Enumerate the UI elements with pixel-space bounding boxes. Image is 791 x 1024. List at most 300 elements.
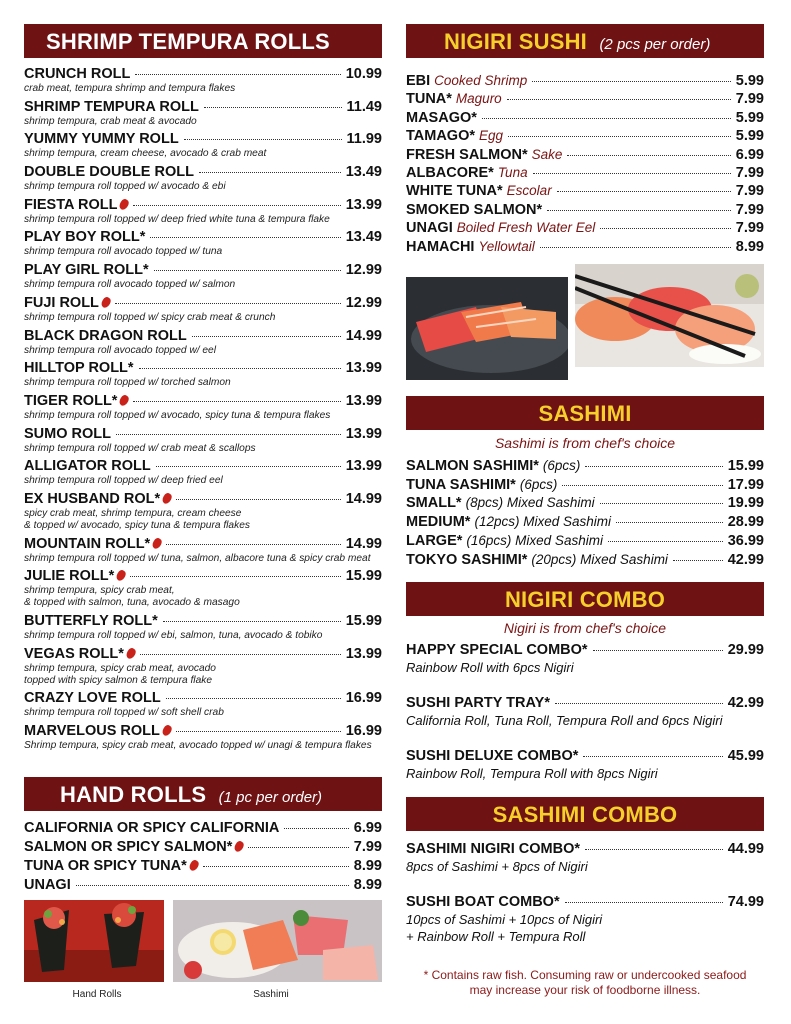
sashimi-title: SASHIMI [538,401,632,426]
sashimi-item [406,494,764,513]
menu-item-row [24,295,382,312]
menu-item-name: TUNA OR SPICY TUNA* [24,858,187,874]
menu-item-price: 14.99 [345,490,382,507]
menu-item-price: 15.99 [345,613,382,629]
menu-item-price: 45.99 [727,748,764,764]
menu-item-price: 13.99 [345,645,382,662]
menu-item-description: shrimp tempura roll topped w/ deep fried eel [24,475,223,487]
menu-item-row [406,694,764,712]
menu-item-price: 14.99 [345,535,382,552]
sashimi-banner [406,396,764,430]
menu-item-subtitle: (16pcs) Mixed Sashimi [466,532,603,548]
menu-item-subtitle: Egg [479,128,504,144]
menu-item-price: 11.99 [346,131,382,148]
menu-item-price: 28.99 [727,514,764,531]
menu-item-subtitle: Maguro [455,91,502,107]
menu-item-name: TUNA SASHIMI* [406,476,516,493]
menu-item-row [24,568,382,585]
nigiri-sushi-list [406,72,764,256]
menu-item-price: 74.99 [727,894,764,910]
dot-leader [184,139,342,140]
nigiri-item [406,109,764,127]
dot-leader [76,885,349,886]
menu-item-name: BLACK DRAGON ROLL [24,327,187,344]
menu-item-price: 7.99 [735,201,764,218]
menu-item-description: & topped with salmon, tuna, avocado & masago [24,597,240,609]
tempura-roll-item [24,536,382,565]
sashimi-item [406,551,764,570]
menu-item-price: 13.49 [345,164,382,181]
menu-item-row [24,838,382,857]
shrimp-tempura-title: SHRIMP TEMPURA ROLLS [46,29,330,54]
menu-item-description: shrimp tempura roll topped w/ avocado, spicy tuna & tempura flakes [24,409,331,421]
menu-item-description: topped with spicy salmon & tempura flake [24,674,212,686]
menu-item-name: LARGE* [406,532,463,549]
nigiri-combo-title: NIGIRI COMBO [504,587,666,612]
menu-item-price: 13.49 [345,229,382,246]
menu-item-price: 13.99 [345,392,382,409]
tempura-roll-item [24,328,382,357]
menu-item-price: 13.99 [345,196,382,213]
hand-rolls-title: HAND ROLLS [60,782,207,807]
menu-item-row [24,458,382,475]
dot-leader [593,650,723,651]
hand-rolls-subtitle: (1 pc per order) [218,789,323,806]
menu-item-name: SHRIMP TEMPURA ROLL [24,98,199,115]
chili-pepper-icon [100,296,112,310]
tempura-roll-item [24,723,382,752]
menu-item-subtitle: Boiled Fresh Water Eel [456,220,596,236]
menu-item-row [24,536,382,553]
menu-item-description: 8pcs of Sashimi + 8pcs of Nigiri [406,859,588,874]
menu-item-row [24,491,382,508]
menu-item-name: MOUNTAIN ROLL* [24,535,151,552]
dot-leader [583,756,722,757]
menu-item-subtitle: (20pcs) Mixed Sashimi [531,551,668,567]
dot-leader [600,228,730,229]
menu-item-subtitle: (6pcs) [542,458,581,473]
dot-leader [115,303,341,304]
tempura-roll-item [24,66,382,95]
sashimi-combo-banner [406,797,764,831]
combo-item [406,893,764,945]
menu-item-price: 7.99 [735,91,764,108]
menu-item-row [24,857,382,876]
tempura-roll-item [24,646,382,687]
dot-leader [562,485,722,486]
tempura-roll-item [24,360,382,389]
menu-item-row [406,641,764,659]
menu-item-name: JULIE ROLL* [24,568,115,585]
dot-leader [585,466,722,467]
sashimi-note: Sashimi is from chef's choice [494,435,676,451]
menu-item-row [406,146,764,164]
sashimi-item [406,513,764,532]
menu-item-subtitle: Tuna [497,165,528,181]
dot-leader [176,499,341,500]
menu-item-description: shrimp tempura, crab meat & avocado [24,115,197,127]
menu-item-row [406,109,764,127]
menu-item-description: shrimp tempura roll avocado topped w/ eel [24,344,216,356]
menu-item-name: UNAGI [406,220,453,237]
tempura-roll-item [24,262,382,291]
menu-item-subtitle: Yellowtail [478,238,535,254]
menu-item-description: shrimp tempura roll topped w/ ebi, salmon, tuna, avocado & tobiko [24,630,323,641]
raw-fish-warning [406,968,764,998]
menu-item-name: FIESTA ROLL [24,196,118,213]
tempura-roll-item [24,458,382,487]
dot-leader [585,849,723,850]
tempura-roll-item [24,568,382,609]
hand-roll-item [24,819,382,838]
menu-item-name: SALMON OR SPICY SALMON* [24,839,233,855]
menu-item-subtitle: Sake [531,146,563,162]
menu-item-description: Shrimp tempura, spicy crab meat, avocado topped w/ unagi & tempura flakes [24,740,372,752]
menu-item-name: MASAGO* [406,109,477,126]
menu-item-name: EX HUSBAND ROL* [24,490,161,507]
hand-rolls-list [24,819,382,895]
nigiri-item [406,146,764,164]
chili-pepper-icon [118,197,130,211]
menu-item-name: TAMAGO* [406,128,476,145]
dot-leader [600,503,723,504]
dot-leader [533,173,731,174]
menu-item-description: California Roll, Tuna Roll, Tempura Roll and 6pcs Nigiri [406,713,723,728]
chili-pepper-icon [233,840,245,854]
combo-item [406,641,764,676]
hand-rolls-banner [24,777,382,811]
menu-item-row [24,99,382,116]
combo-item [406,747,764,782]
menu-item-description: & topped w/ avocado, spicy tuna & tempura flakes [24,519,250,531]
menu-item-description: shrimp tempura roll topped w/ deep fried white tuna & tempura flake [24,213,330,225]
menu-item-row [406,164,764,182]
menu-item-name: CRUNCH ROLL [24,66,131,82]
menu-item-name: SUSHI BOAT COMBO* [406,894,560,910]
menu-item-row [406,238,764,256]
combo-item [406,840,764,875]
menu-item-name: HAPPY SPECIAL COMBO* [406,642,588,658]
menu-item-price: 44.99 [727,841,764,857]
combo-item [406,694,764,729]
menu-item-price: 8.99 [353,858,382,874]
menu-item-description: shrimp tempura, spicy crab meat, avocado [24,662,216,674]
menu-item-row [406,494,764,513]
dot-leader [557,191,731,192]
menu-item-row [24,393,382,410]
tempura-roll-item [24,426,382,455]
menu-item-price: 5.99 [735,73,764,89]
dot-leader [608,541,723,542]
menu-item-name: YUMMY YUMMY ROLL [24,131,179,148]
menu-item-price: 10.99 [345,66,382,82]
menu-item-price: 36.99 [727,532,764,549]
menu-item-price: 13.99 [345,425,382,442]
menu-item-price: 29.99 [727,642,764,658]
menu-item-row [24,819,382,838]
dot-leader [116,434,341,435]
menu-item-price: 6.99 [735,146,764,163]
menu-item-row [406,90,764,108]
hand-roll-item [24,876,382,895]
menu-item-description: Rainbow Roll, Tempura Roll with 8pcs Nigiri [406,766,658,781]
warning-line-2: may increase your risk of foodborne illness. [469,983,701,997]
nigiri-combo-list [406,641,764,800]
hand-rolls-caption: Hand Rolls [72,989,122,1000]
sashimi-combo-list [406,840,764,963]
menu-item-description: shrimp tempura roll topped w/ torched salmon [24,377,231,389]
menu-item-price: 5.99 [735,109,764,126]
dot-leader [555,703,723,704]
menu-item-name: PLAY GIRL ROLL* [24,262,149,279]
menu-item-row [24,723,382,740]
tempura-roll-item [24,229,382,258]
tempura-roll-item [24,131,382,160]
menu-item-price: 11.49 [346,98,382,115]
menu-item-name: WHITE TUNA* [406,183,503,200]
menu-item-description: spicy crab meat, shrimp tempura, cream cheese [24,507,242,519]
menu-item-name: CALIFORNIA OR SPICY CALIFORNIA [24,820,280,836]
menu-item-row [24,646,382,663]
menu-item-row [24,328,382,345]
menu-item-description: shrimp tempura roll topped w/ spicy crab meat & crunch [24,311,276,323]
chili-pepper-icon [125,646,137,660]
nigiri-item [406,219,764,237]
dot-leader [567,155,730,156]
menu-item-row [24,690,382,707]
menu-item-name: MEDIUM* [406,514,471,531]
menu-item-name: FRESH SALMON* [406,146,528,163]
dot-leader [140,654,341,655]
menu-item-price: 7.99 [735,183,764,200]
menu-item-row [24,876,382,895]
dot-leader [133,205,340,206]
menu-item-price: 42.99 [727,551,764,568]
menu-item-name: VEGAS ROLL* [24,645,124,662]
menu-item-row [406,457,764,476]
menu-item-price: 7.99 [735,165,764,182]
menu-item-name: UNAGI [24,877,71,893]
dot-leader [135,74,340,75]
menu-item-row [24,66,382,83]
menu-item-name: EBI [406,73,431,89]
menu-item-description: shrimp tempura roll topped w/ avocado & ebi [24,181,226,193]
menu-item-subtitle: (12pcs) Mixed Sashimi [474,514,611,530]
menu-item-name: TOKYO SASHIMI* [406,551,528,568]
nigiri-sushi-subtitle: (2 pcs per order) [599,36,711,53]
menu-item-price: 13.99 [345,360,382,377]
nigiri-item [406,164,764,182]
dot-leader [166,698,341,699]
tempura-roll-item [24,613,382,642]
menu-item-row [24,131,382,148]
chili-pepper-icon [115,569,127,583]
menu-item-row [24,262,382,279]
dot-leader [248,847,348,848]
hand-roll-item [24,857,382,876]
chili-pepper-icon [161,492,173,506]
menu-item-price: 16.99 [345,690,382,707]
menu-item-name: ALLIGATOR ROLL [24,458,151,475]
menu-item-name: SUSHI DELUXE COMBO* [406,748,579,764]
chili-pepper-icon [188,859,200,873]
tempura-roll-item [24,197,382,226]
menu-item-price: 8.99 [353,877,382,893]
dot-leader [616,522,723,523]
dot-leader [166,544,341,545]
hand-roll-item [24,838,382,857]
menu-item-row [406,219,764,237]
sashimi-photo [173,900,382,982]
menu-item-row [24,613,382,630]
menu-item-row [406,840,764,858]
menu-item-row [406,532,764,551]
menu-item-description: shrimp tempura roll topped w/ soft shell crab [24,707,224,719]
tempura-roll-item [24,164,382,193]
menu-item-row [406,551,764,570]
menu-item-name: TIGER ROLL* [24,392,118,409]
menu-item-price: 42.99 [727,695,764,711]
menu-item-row [406,201,764,219]
menu-item-name: SMOKED SALMON* [406,201,543,218]
dot-leader [163,621,341,622]
menu-item-name: SUMO ROLL [24,425,111,442]
menu-item-description: shrimp tempura roll topped w/ tuna, salmon, albacore tuna & spicy crab meat [24,552,371,564]
tempura-roll-item [24,99,382,128]
sashimi-item [406,476,764,495]
menu-item-description: shrimp tempura roll avocado topped w/ salmon [24,279,236,291]
nigiri-item [406,238,764,256]
sashimi-caption: Sashimi [253,989,289,1000]
menu-item-name: DOUBLE DOUBLE ROLL [24,164,194,181]
dot-leader [565,902,723,903]
menu-item-price: 15.99 [345,568,382,585]
menu-item-subtitle: Cooked Shrimp [434,73,528,88]
dot-leader [204,107,342,108]
menu-item-name: CRAZY LOVE ROLL [24,690,161,707]
tempura-roll-item [24,295,382,324]
dot-leader [150,237,340,238]
dot-leader [507,99,731,100]
chili-pepper-icon [151,536,163,550]
menu-item-name: HAMACHI [406,238,475,255]
menu-item-subtitle: Escolar [506,183,552,199]
sashimi-list [406,457,764,569]
sashimi-item [406,457,764,476]
dot-leader [547,210,731,211]
dot-leader [154,270,341,271]
menu-item-description: shrimp tempura, spicy crab meat, [24,585,175,597]
sashimi-plate-photo [406,277,568,380]
dot-leader [199,172,341,173]
dot-leader [284,828,348,829]
menu-item-price: 7.99 [735,220,764,237]
chili-pepper-icon [118,394,130,408]
nigiri-combo-note: Nigiri is from chef's choice [503,620,667,636]
menu-item-name: PLAY BOY ROLL* [24,229,146,246]
menu-item-price: 17.99 [727,476,764,493]
sashimi-item [406,532,764,551]
dot-leader [482,118,731,119]
nigiri-sushi-banner [406,24,764,58]
menu-item-row [24,426,382,443]
menu-item-name: TUNA* [406,91,452,108]
menu-item-subtitle: (6pcs) [519,476,558,492]
dot-leader [673,560,723,561]
menu-item-price: 7.99 [353,839,382,855]
shrimp-tempura-list [24,66,382,756]
menu-item-row [406,127,764,145]
menu-item-price: 13.99 [345,458,382,475]
menu-item-price: 15.99 [727,458,764,474]
menu-item-row [406,476,764,495]
warning-line-1: * Contains raw fish. Consuming raw or undercooked seafood [423,968,747,982]
hand-rolls-photo [24,900,164,982]
nigiri-item [406,72,764,90]
dot-leader [508,136,731,137]
menu-item-price: 12.99 [345,294,382,311]
menu-item-name: SASHIMI NIGIRI COMBO* [406,841,581,857]
menu-item-price: 12.99 [345,262,382,279]
dot-leader [192,336,341,337]
menu-item-name: BUTTERFLY ROLL* [24,613,158,629]
chili-pepper-icon [161,724,173,738]
menu-item-price: 6.99 [353,820,382,836]
menu-item-price: 5.99 [735,128,764,145]
menu-item-row [406,182,764,200]
dot-leader [176,731,341,732]
nigiri-item [406,201,764,219]
menu-item-description: + Rainbow Roll + Tempura Roll [406,929,586,944]
menu-item-name: HILLTOP ROLL* [24,360,134,377]
menu-item-name: SUSHI PARTY TRAY* [406,695,550,711]
menu-item-row [24,164,382,181]
dot-leader [532,81,731,82]
dot-leader [540,247,731,248]
nigiri-photo [575,264,764,367]
shrimp-tempura-banner [24,24,382,58]
tempura-roll-item [24,690,382,719]
menu-item-subtitle: (8pcs) Mixed Sashimi [465,495,595,511]
menu-item-price: 19.99 [727,495,764,512]
menu-item-name: FUJI ROLL [24,294,99,311]
menu-item-name: MARVELOUS ROLL [24,723,160,740]
menu-item-description: shrimp tempura roll topped w/ crab meat & scallops [24,442,256,454]
dot-leader [130,576,340,577]
menu-item-description: shrimp tempura roll avocado topped w/ tuna [24,246,223,258]
dot-leader [203,866,349,867]
menu-item-row [406,893,764,911]
menu-item-description: shrimp tempura, cream cheese, avocado & crab meat [24,148,267,160]
menu-item-row [24,360,382,377]
dot-leader [139,368,341,369]
nigiri-sushi-title: NIGIRI SUSHI [444,29,587,54]
menu-item-row [406,513,764,532]
menu-item-description: crab meat, tempura shrimp and tempura flakes [24,83,236,94]
sashimi-combo-title: SASHIMI COMBO [492,802,678,827]
nigiri-item [406,182,764,200]
menu-item-price: 14.99 [345,327,382,344]
dot-leader [156,466,341,467]
nigiri-item [406,90,764,108]
menu-item-name: SALMON SASHIMI* [406,458,539,474]
menu-item-description: Rainbow Roll with 6pcs Nigiri [406,660,574,675]
tempura-roll-item [24,491,382,532]
menu-item-row [24,229,382,246]
menu-item-description: 10pcs of Sashimi + 10pcs of Nigiri [406,912,603,927]
nigiri-combo-banner [406,582,764,616]
menu-item-name: SMALL* [406,495,462,512]
